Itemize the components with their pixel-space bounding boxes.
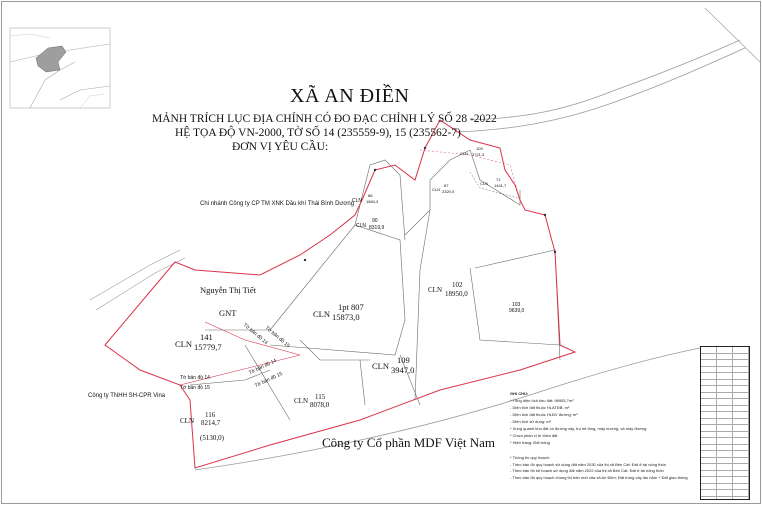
parcel-type: CLN <box>313 309 330 319</box>
parcel-type: CLN <box>180 417 194 425</box>
coordinate-table-cell <box>733 380 749 386</box>
coordinate-table-cell <box>717 347 733 353</box>
map-subtitle-2: HỆ TỌA ĐỘ VN-2000, TỜ SỐ 14 (235559-9), 15 (235562-7) <box>175 127 461 139</box>
coordinate-table-cell <box>701 373 717 379</box>
parcel-type: CLN <box>460 151 469 156</box>
road-north-2 <box>455 48 745 132</box>
coordinate-table-cell <box>717 438 733 444</box>
parcel-id: 103 <box>512 302 521 308</box>
point-marker <box>554 251 556 253</box>
parcel-extra-area: (5130,0) <box>200 434 224 442</box>
plan-note-line: - Theo bản đồ kế hoạch sử dụng đất năm 2022 của thị xã Bến Cát: Đất ở tại nông thôn <box>510 468 664 473</box>
coordinate-table-cell <box>717 386 733 392</box>
parcel-id: 141 <box>200 332 213 342</box>
parcel-type: CLN <box>352 198 363 204</box>
coordinate-table-cell <box>717 432 733 438</box>
parcel-id: 88 <box>368 193 373 198</box>
parcel-area: 3947,0 <box>391 365 415 375</box>
parcel-type: CLN <box>372 361 389 371</box>
coordinate-table-cell <box>733 393 749 399</box>
coordinate-table-cell <box>717 354 733 360</box>
coordinate-table-cell <box>701 367 717 373</box>
coordinate-table-cell <box>717 419 733 425</box>
sheet-label: Tờ bản đồ 15 <box>180 385 210 391</box>
coordinate-table-cell <box>733 497 749 501</box>
road-west-1 <box>90 250 180 300</box>
parcel-id: 109 <box>397 355 410 365</box>
note-line: * Xung quanh khu đất có đường xây, trụ bê tông, máy nướng, và máy đường <box>510 426 647 431</box>
coordinate-table <box>700 346 750 500</box>
coordinate-table-cell <box>717 412 733 418</box>
coordinate-table-cell <box>701 451 717 457</box>
coordinate-table-cell <box>733 432 749 438</box>
parcel-area: 8078,0 <box>310 401 330 409</box>
parcel-type: CLN <box>480 181 489 186</box>
parcel-id: 1pt 807 <box>338 302 364 312</box>
coordinate-table-cell <box>701 432 717 438</box>
coordinate-table-cell <box>717 458 733 464</box>
parcel-area: 8214,7 <box>201 419 221 427</box>
parcel-type: CLN <box>428 286 442 294</box>
road-north-1 <box>470 40 740 120</box>
coordinate-table-cell <box>733 354 749 360</box>
note-line: - Diện tích đất thuộc HLATĐB: m² <box>510 405 570 410</box>
plan-note-line: - Theo bản đồ quy hoạch sử dụng đất năm 2030 của thị xã Bến Cát: Đất ở tại nông thôn <box>510 461 666 467</box>
coordinate-table-cell <box>701 458 717 464</box>
parcel-type: CLN <box>294 397 308 405</box>
coordinate-table-cell <box>701 386 717 392</box>
coordinate-table-cell <box>717 360 733 366</box>
parcel-area: 2320,0 <box>442 189 455 194</box>
plan-heading: * Thông tin quy hoạch: <box>510 455 550 460</box>
note-line: * Chưa phân vị trí thửa đất <box>510 433 558 438</box>
coordinate-table-cell <box>733 451 749 457</box>
coordinate-table-cell <box>733 458 749 464</box>
parcel-area: 18950,0 <box>445 290 468 298</box>
coordinate-table-cell <box>701 471 717 477</box>
coordinate-table-cell <box>701 354 717 360</box>
coordinate-table-cell <box>733 438 749 444</box>
coordinate-table-cell <box>733 367 749 373</box>
parcel-id: 115 <box>315 393 326 401</box>
coordinate-table-cell <box>701 490 717 496</box>
coordinate-table-cell <box>733 464 749 470</box>
notes-heading: GHI CHÚ: <box>510 391 529 396</box>
site-boundary <box>105 120 575 468</box>
coordinate-table-cell <box>701 360 717 366</box>
coordinate-table-cell <box>717 490 733 496</box>
coordinate-table-row <box>701 497 749 501</box>
coordinate-table-cell <box>733 360 749 366</box>
coordinate-table-cell <box>717 406 733 412</box>
note-line: - Diện tích đất thuộc HLĐV đường: m² <box>510 412 578 417</box>
note-line: * Tổng diện tích khu đất: 96953,7m² <box>510 398 574 403</box>
sheet-label: Tờ bản đồ 14 <box>247 357 278 377</box>
neighbor-label: Chi nhánh Công ty CP TM XNK Dầu khí Thái Bình Dương <box>200 201 355 207</box>
coordinate-table-cell <box>733 471 749 477</box>
coordinate-table-cell <box>701 347 717 353</box>
parcel-area: 1441,7 <box>494 183 507 188</box>
parcel-id: 87 <box>444 183 449 188</box>
parcel-id: 109 <box>476 146 483 151</box>
point-marker <box>544 214 546 216</box>
parcel-area: 15873,0 <box>332 312 360 322</box>
parcel-area: 1684,3 <box>366 199 379 204</box>
coordinate-table-cell <box>701 484 717 490</box>
sheet-label: Tờ bản đồ 15 <box>263 325 291 350</box>
coordinate-table-cell <box>701 438 717 444</box>
coordinate-table-cell <box>701 497 717 501</box>
coordinate-table-cell <box>701 380 717 386</box>
inset-locator-map <box>10 28 110 108</box>
coordinate-table-cell <box>717 380 733 386</box>
sheet-label: Tờ bản đồ 15 <box>253 370 284 390</box>
coordinate-table-cell <box>733 490 749 496</box>
coordinate-table-cell <box>733 445 749 451</box>
coordinate-table-cell <box>733 477 749 483</box>
coordinate-table-cell <box>717 464 733 470</box>
coordinate-table-cell <box>717 451 733 457</box>
coordinate-table-cell <box>717 445 733 451</box>
coordinate-table-cell <box>717 367 733 373</box>
coordinate-table-cell <box>717 399 733 405</box>
coordinate-table-cell <box>717 425 733 431</box>
neighbor-label: Nguyễn Thị Tiết <box>200 285 257 295</box>
coordinate-table-cell <box>717 471 733 477</box>
parcel-id: 102 <box>452 281 463 289</box>
planning-notes-block <box>510 455 690 481</box>
coordinate-table-cell <box>701 445 717 451</box>
parcel-type: CLN <box>175 339 192 349</box>
coordinate-table-cell <box>701 399 717 405</box>
note-line: - Diện tích sử dụng: m² <box>510 419 551 424</box>
coordinate-table-cell <box>733 347 749 353</box>
coordinate-table-cell <box>733 373 749 379</box>
coordinate-table-cell <box>701 425 717 431</box>
coordinate-table-cell <box>733 412 749 418</box>
coordinate-table-cell <box>733 484 749 490</box>
coordinate-table-cell <box>701 412 717 418</box>
coordinate-table-cell <box>701 419 717 425</box>
coordinate-table-cell <box>717 393 733 399</box>
neighbor-label: GNT <box>219 308 237 318</box>
point-marker <box>374 169 376 171</box>
map-subtitle-3: ĐƠN VỊ YÊU CẦU: <box>232 141 329 153</box>
point-marker <box>424 147 426 149</box>
point-marker <box>304 259 306 261</box>
coordinate-table-cell <box>717 477 733 483</box>
parcel-type: CLN <box>356 223 367 229</box>
parcel-area: 8319,9 <box>369 225 385 231</box>
coordinate-table-cell <box>701 464 717 470</box>
coordinate-table-cell <box>701 477 717 483</box>
notes-block <box>510 390 690 446</box>
sheet-divider-2 <box>245 340 300 355</box>
map-title: XÃ AN ĐIỀN <box>290 85 410 107</box>
coordinate-table-cell <box>701 393 717 399</box>
parcel-area: 9639,0 <box>509 308 525 314</box>
parcel-id: 90 <box>372 218 378 224</box>
parcel-area: 15779,7 <box>194 342 222 352</box>
coordinate-table-cell <box>733 425 749 431</box>
coordinate-table-cell <box>733 419 749 425</box>
coordinate-table-cell <box>717 373 733 379</box>
coordinate-table-cell <box>717 497 733 501</box>
note-line: * Hiện trạng: Đất trống <box>510 440 550 445</box>
map-subtitle-1: MẢNH TRÍCH LỤC ĐỊA CHÍNH CÓ ĐO ĐẠC CHỈNH LÝ SỐ 28 -2022 <box>152 113 497 125</box>
parcel-id: 71 <box>496 177 501 182</box>
sheet-label: Tờ bản đồ 14 <box>241 322 269 347</box>
neighbor-label: Công ty TNHH SH-CPR Vina <box>88 393 166 399</box>
coordinate-table-cell <box>701 406 717 412</box>
parcel-type: CLN <box>432 187 441 192</box>
coordinate-table-cell <box>733 386 749 392</box>
owner-company-label: Công ty Cổ phần MDF Việt Nam <box>322 435 496 450</box>
parcel-id: 116 <box>205 411 216 419</box>
parcel-area: 3721,3 <box>472 152 485 157</box>
coordinate-table-cell <box>733 406 749 412</box>
coordinate-table-cell <box>733 399 749 405</box>
plan-note-line: - Theo bản đồ quy hoạch chung thị trấn mới của xã An Điền: Đất trồng cây lâu năm + Đất giao thông <box>510 474 688 480</box>
coordinate-table-cell <box>717 484 733 490</box>
sheet-label: Tờ bản đồ 14 <box>180 375 210 381</box>
